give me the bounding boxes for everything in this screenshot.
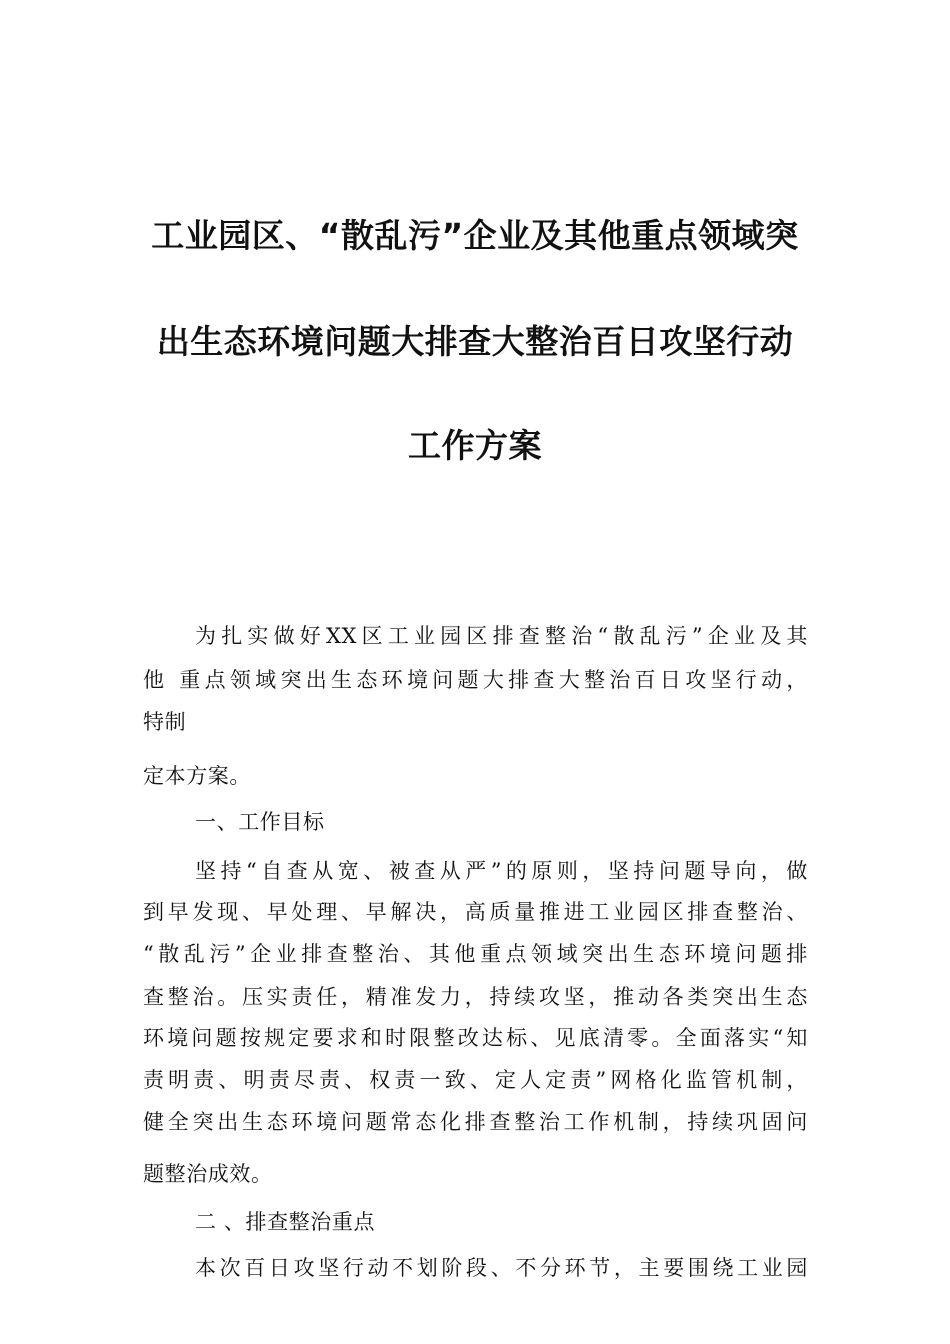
intro-line-3: 特制 bbox=[143, 710, 187, 734]
intro-line-2: 他 重点领域突出生态环境问题大排查大整治百日攻坚行动， bbox=[143, 668, 808, 692]
section-1-line: 题整治成效。 bbox=[143, 1162, 273, 1186]
section-2-line-1: 本次百日攻坚行动不划阶段、不分环节，主要围绕工业园 bbox=[195, 1256, 808, 1280]
document-title-line-1: 工业园区、“散乱污”企业及其他重点领域突 bbox=[151, 216, 799, 255]
intro-line-1: 为扎实做好XX区工业园区排查整治“散乱污”企业及其 bbox=[195, 624, 808, 648]
section-1-line: 健全突出生态环境问题常态化排查整治工作机制，持续巩固问 bbox=[143, 1110, 808, 1134]
section-2-heading: 二 、排查整治重点 bbox=[195, 1210, 376, 1234]
intro-line-4: 定本方案。 bbox=[143, 764, 251, 788]
document-title-line-3: 工作方案 bbox=[408, 426, 542, 465]
section-1-line: “散乱污”企业排查整治、其他重点领域突出生态环境问题排 bbox=[143, 942, 808, 966]
section-1-line: 环境问题按规定要求和时限整改达标、见底清零。全面落实“知 bbox=[143, 1026, 808, 1050]
section-1-line: 责明责、明责尽责、权责一致、定人定责”网格化监管机制， bbox=[143, 1068, 808, 1092]
section-1-line: 查整治。压实责任，精准发力，持续攻坚，推动各类突出生态 bbox=[143, 985, 808, 1009]
section-1-line: 到早发现、早处理、早解决，高质量推进工业园区排查整治、 bbox=[143, 900, 808, 924]
section-1-line: 坚持“自查从宽、被查从严”的原则，坚持问题导向，做 bbox=[195, 859, 808, 883]
section-1-heading: 一、工作目标 bbox=[195, 810, 325, 834]
document-title-line-2: 出生态环境问题大排查大整治百日攻坚行动 bbox=[156, 322, 794, 361]
